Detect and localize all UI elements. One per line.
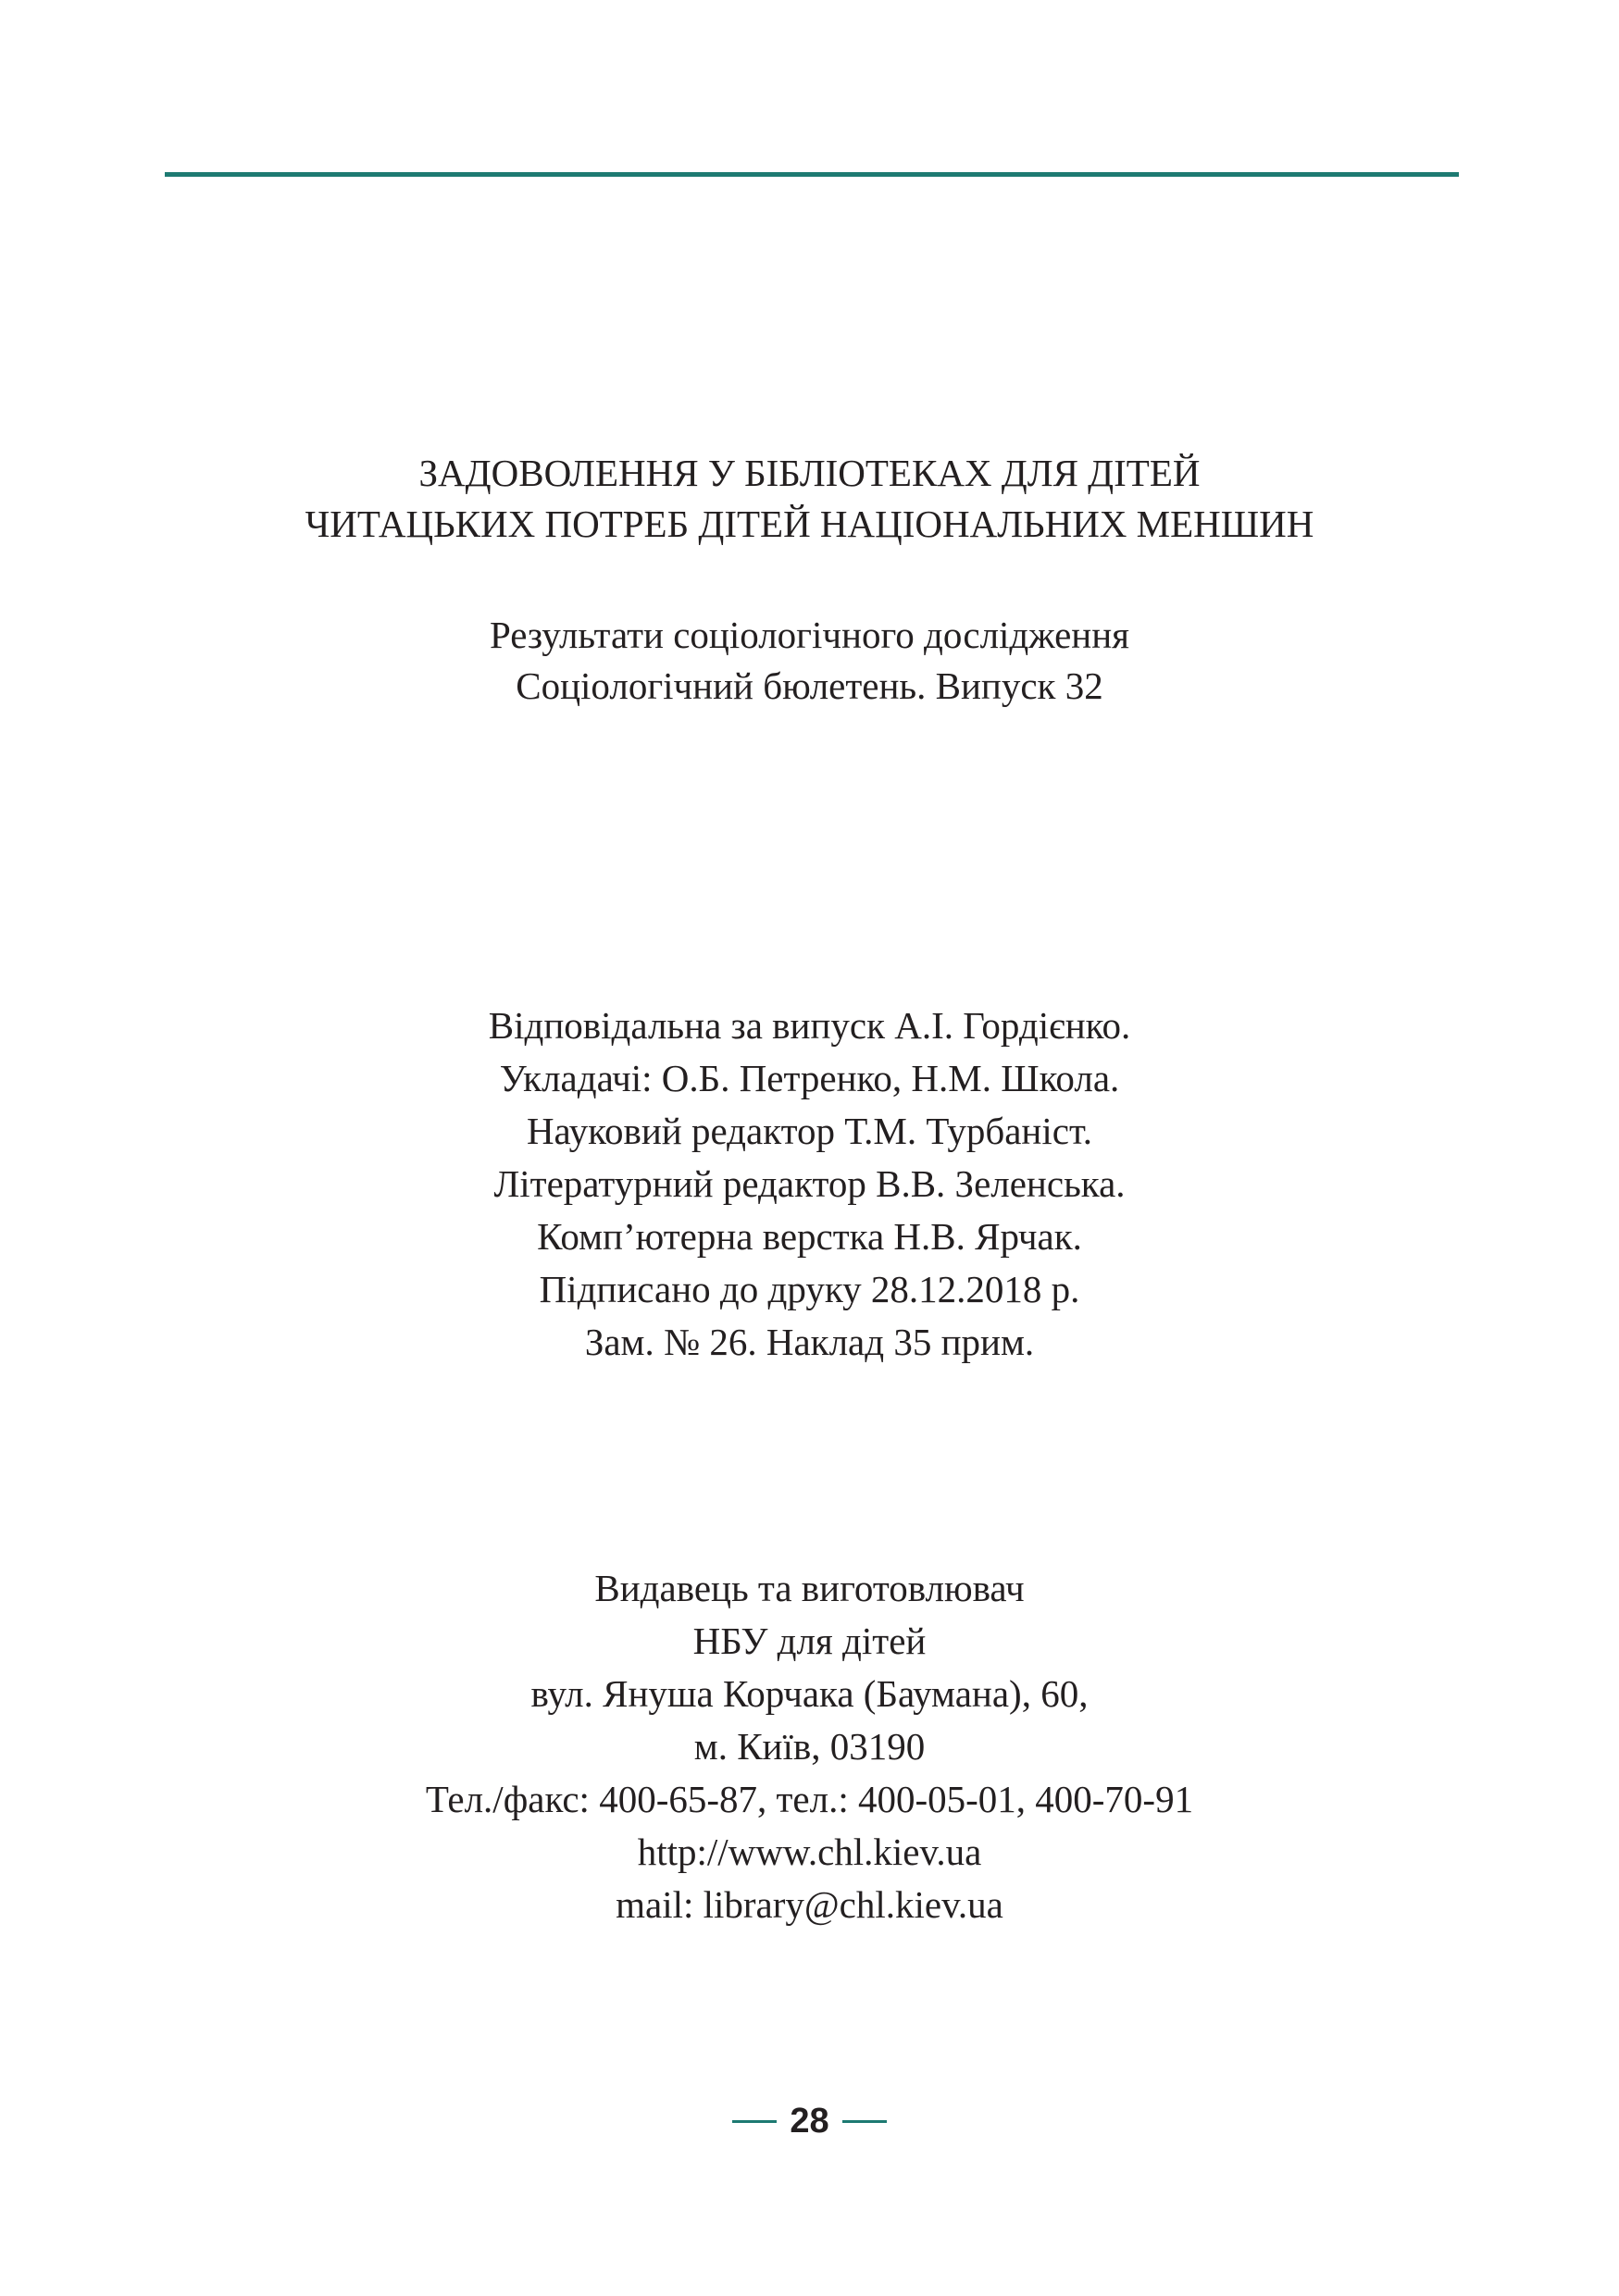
credit-layout: Комп’ютерна верстка Н.В. Ярчак. <box>537 1215 1082 1258</box>
publisher-street: вул. Януша Корчака (Баумана), 60, <box>530 1672 1089 1715</box>
subtitle-line-2: Соціологічний бюлетень. Випуск 32 <box>516 664 1103 707</box>
credit-responsible: Відповідальна за випуск А.І. Гордієнко. <box>488 1004 1131 1047</box>
credit-order-circulation: Зам. № 26. Наклад 35 прим. <box>584 1321 1035 1363</box>
subtitle-line-1: Результати соціологічного дослідження <box>489 614 1130 656</box>
page-number: 28 <box>790 2101 829 2141</box>
publisher-city: м. Київ, 03190 <box>693 1725 926 1768</box>
book-title <box>0 448 1619 550</box>
publisher-website: http://www.chl.kiev.ua <box>637 1831 982 1873</box>
credit-literary-editor: Літературний редактор В.В. Зеленська. <box>493 1162 1126 1205</box>
credit-compilers: Укладачі: О.Б. Петренко, Н.М. Школа. <box>499 1057 1120 1099</box>
publisher-heading: Видавець та виготовлювач <box>594 1567 1025 1609</box>
footer-dash-right <box>842 2120 887 2123</box>
book-title-line-1: ЗАДОВОЛЕННЯ У БІБЛІОТЕКАХ ДЛЯ ДІТЕЙ <box>418 452 1201 494</box>
top-divider <box>165 172 1459 177</box>
credits-section <box>0 999 1619 1369</box>
credit-scientific-editor: Науковий редактор Т.М. Турбаніст. <box>526 1110 1093 1152</box>
page-footer <box>0 2093 1619 2149</box>
book-title-line-2: ЧИТАЦЬКИХ ПОТРЕБ ДІТЕЙ НАЦІОНАЛЬНИХ МЕНШИН <box>305 503 1314 545</box>
publisher-name: НБУ для дітей <box>692 1620 927 1662</box>
publisher-email: mail: library@chl.kiev.ua <box>616 1883 1003 1926</box>
publisher-section <box>0 1562 1619 1931</box>
book-subtitle <box>0 610 1619 712</box>
credit-signed-to-print: Підписано до друку 28.12.2018 р. <box>539 1268 1080 1310</box>
footer-dash-left <box>732 2120 777 2123</box>
publisher-phones: Тел./факс: 400-65-87, тел.: 400-05-01, 400-70-91 <box>425 1778 1194 1820</box>
